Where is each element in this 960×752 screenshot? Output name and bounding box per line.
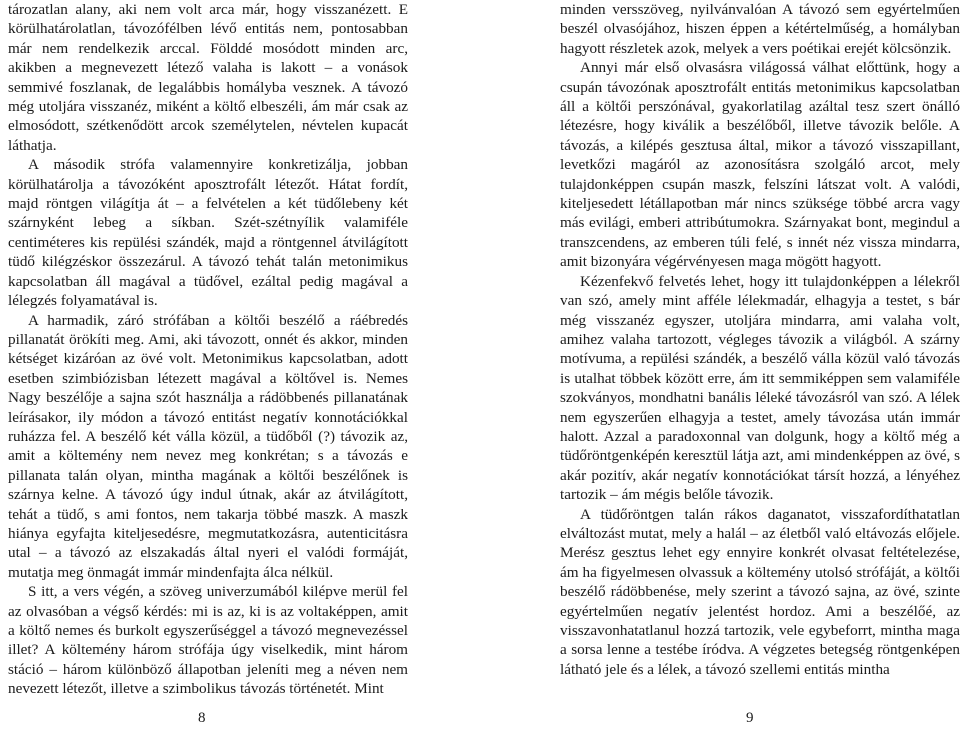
left-paragraph-2: A második strófa valamennyire konkretizálja, jobban körülhatárolja a távozóként aposztrofált létezőt. Hátat fordít, majd röntgen világítja át – a felvételen a két tüdőlebeny két szárnyként lebeg a síkban. Szét-szétnyílik valamiféle centiméteres kis repülési szándék, majd a röntgennel átvilágított tüdő kilégzéskor összezárul. A távozó tehát talán metonimikus kapcsolatban áll magával a tüdővel, ezáltal pedig magával a lélegzés folyamatával is. — [8, 156, 408, 310]
left-page-text-column — [8, 0, 408, 699]
right-paragraph-2: Annyi már első olvasásra világossá válhat előttünk, hogy a csupán távozónak aposztrofált entitás metonimikus kapcsolatban áll a költői perszónával, gyakorlatilag azáltal tesz szert önálló létezésre, hogy kiválik a beszélőből, illetve távozik belőle. A távozás, a kilépés gesztusa által, mikor a távozó visszapillant, levetkőzi magáról az azonosításra szolgáló arcot, mely tulajdonképpen csupán maszk, felszíni látszat volt. A valódi, kiteljesedett létállapotban már nincs szüksége többé arcra vagy más evilági, emberi attribútumokra. Szárnyakat bont, megindul a transzcendens, az emberen túli felé, s innét néz vissza mindarra, amit bizonyára végérvényesen maga mögött hagyott. — [560, 59, 960, 271]
right-paragraph-1: minden versszöveg, nyilvánvalóan A távozó sem egyértelműen beszél olvasójához, hiszen éppen a kétértelműség, a homályban hagyott részletek azok, melyek a vers poétikai erejét kölcsönzik. — [560, 1, 960, 57]
right-page-number: 9 — [746, 710, 754, 726]
right-paragraph-3: Kézenfekvő felvetés lehet, hogy itt tulajdonképpen a lélekről van szó, amely mint afféle lélekmadár, elhagyja a testet, s bár még visszanéz egyszer, utoljára mindarra, ami valaha volt, amihez valaha tartozott, végleges távozik a világból. A szárny motívuma, a repülési szándék, a beszélő válla közül való távozás is utalhat többek között erre, ám itt semmiképpen sem valamiféle szokványos, mondhatni banális léleké távozásról van szó. A lélek nem egyszerűen elhagyja a testet, amely távozása után immár halott. Azzal a paradoxonnal van dolgunk, hogy a költő még a tüdőröntgenképén keresztül látja azt, ami mindenképpen az övé, s akár pozitív, akár negatív konnotációkat társít hozzá, a lényéhez tartozik – ám mégis belőle távozik. — [560, 272, 960, 504]
left-paragraph-1: tározatlan alany, aki nem volt arca már, hogy visszanézett. E körülhatárolatlan, távozófélben lévő entitás nem, pontosabban már nem rendelkezik arccal. Földdé mosódott minden arc, akikben a megnevezett létező valaha is lakott – a vonások semmivé foszlanak, de legalábbis homályba vesznek. A távozó még utoljára visszanéz, miként a költő elbeszéli, ám már csak az elmosódott, szétkenődött arcok személytelen, névtelen kupacát láthatja. — [8, 1, 408, 154]
left-page-number: 8 — [198, 710, 206, 726]
left-paragraph-4: S itt, a vers végén, a szöveg univerzumából kilépve merül fel az olvasóban a végső kérdés: mi is az, ki is az voltaképpen, amit a költő nemes és burkolt egyszerűséggel a távozó megnevezéssel illet? A költemény három strófája úgy viselkedik, mint három stáció – három különböző állapotban jeleníti meg a néven nem nevezett létezőt, illetve a szimbolikus távozás történetét. Mint — [8, 583, 408, 698]
right-page — [480, 0, 960, 752]
right-page-text-column — [560, 0, 960, 679]
left-paragraph-3: A harmadik, záró strófában a költői beszélő a ráébredés pillanatát örökíti meg. Ami, aki távozott, onnét és akkor, minden kétséget kizáróan az övé volt. Metonimikus kapcsolatban, adott esetben szimbiózisban létezett magával a költővel is. Nemes Nagy beszélője a sajna szót használja a rádöbbenés pillanatának leírásakor, ily módon a távozó entitást negatív konnotációkkal ruházza fel. A beszélő két válla közül, a tüdőből (?) távozik az, amit a költemény nem nevez meg konkrétan; s a távozás e pillanata talán olyan, mintha magának a költői beszélőnek is szárnya kelne. A távozó úgy indul útnak, akár az átvilágított, tehát a tüdő, s ami fontos, nem takarja többé maszk. A maszk hiánya egyfajta kiteljesedésre, megmutatkozásra, autenticitásra utal – a távozó az elszakadás által nyeri el valódi formáját, mutatja meg önmagát immár mindenfajta álca nélkül. — [8, 311, 408, 581]
right-paragraph-4: A tüdőröntgen talán rákos daganatot, visszafordíthatatlan elváltozást mutat, mely a halál – az életből való eltávozás előjele. Merész gesztus lehet egy ennyire konkrét olvasat feltételezése, ám ha figyelmesen olvassuk a költemény utolsó strófáját, a költői beszélő rádöbbenése, mely szerint a távozó sajna, az övé, szinte egyértelműen negatív jelentést hordoz. Ami a beszélőé, az visszavonhatatlanul hozzá tartozik, vele egybeforrt, mintha maga a sorsa lenne a testébe íródva. A végzetes betegség röntgenképen látható jele és a lélek, a távozó szellemi entitás mintha — [560, 505, 960, 678]
